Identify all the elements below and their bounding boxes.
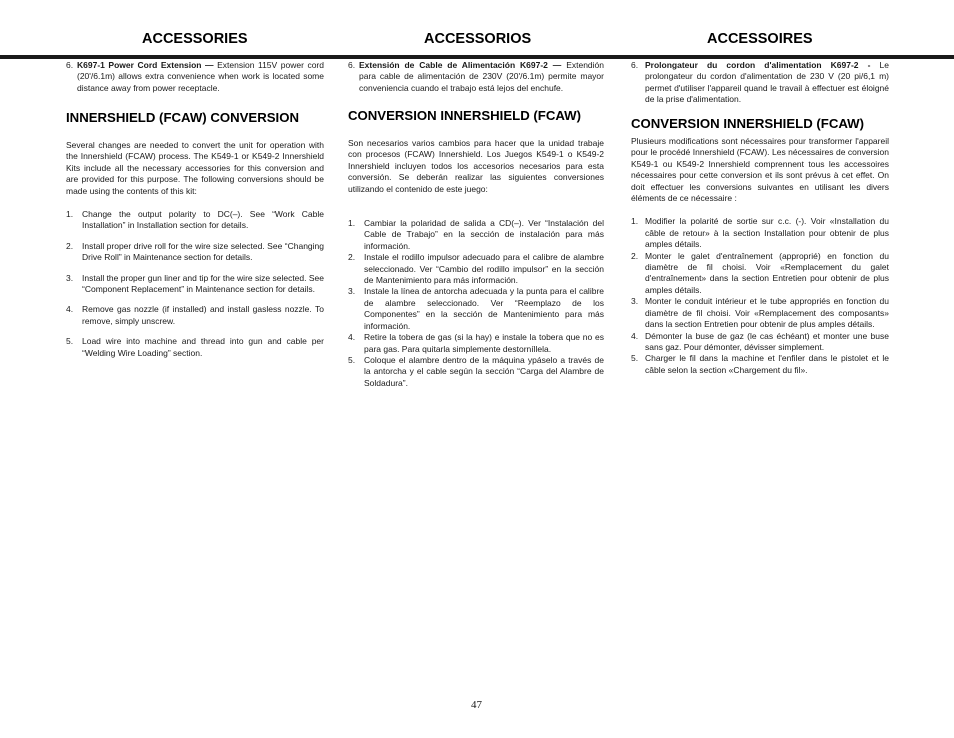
intro-paragraph: Son necesarios varios cambios para hacer que la unidad trabaje con procesos (FCAW) Innershield. Los Juegos K549-1 o K549-2 Innershield incluyen todos los accesorios necesarios para esta conversión. Se deberán realizar las siguientes conversiones utilizando el contenido de este juego:: [348, 138, 604, 194]
item-text: Extendión para cable de alimentación de 230V (20'/6.1m) permite mayor conveniencia cuando el trabajo está lejos del enchufe.: [359, 60, 604, 93]
column-french-body: [631, 136, 889, 376]
list-item: 1. Cambiar la polaridad de salida a CD(–). Ver “Instalación del Cable de Trabajo” en la sección de instalación para más información.: [348, 218, 604, 251]
list-item: 5. Coloque el alambre dentro de la máquina ypáselo a través de la antorcha y el cable según la sección “Carga del Alambre de Soldadura”.: [348, 354, 604, 388]
header-accessories-fr: ACCESSOIRES: [707, 31, 813, 47]
item-text: Le prolongateur du cordon d'alimentation de 230 V (20 pi/6,1 m) permet d'utiliser l'appareil quand le travail à effectuer est éloigné de la prise d'alimentation.: [645, 60, 889, 105]
section-title-es: CONVERSION INNERSHIELD (FCAW): [348, 108, 581, 123]
list-item: 3. Install the proper gun liner and tip for the wire size selected. See “Component Replacement” in Maintenance section for details.: [66, 272, 324, 295]
item-text: Extension 115V power cord (20'/6.1m) allows extra convenience when work is located some distance away from power receptacle.: [77, 60, 324, 93]
column-english: [66, 60, 324, 94]
item-number: 6.: [631, 60, 639, 70]
item-title: Prolongateur du cordon d'alimentation K697-2 -: [645, 60, 871, 70]
item-number: 6.: [348, 60, 356, 70]
item-6-power-cord: [66, 60, 324, 94]
header-divider: [0, 55, 954, 59]
column-spanish-body: [348, 138, 604, 389]
item-number: 6.: [66, 60, 74, 70]
list-item: 4. Retire la tobera de gas (si la hay) e instale la tobera que no es para gas. Para quitarla simplemente destorníllela.: [348, 332, 604, 354]
item-title: K697-1 Power Cord Extension —: [77, 60, 214, 70]
column-english-body: [66, 140, 324, 359]
intro-paragraph: Plusieurs modifications sont nécessaires pour transformer l'appareil pour le procédé Innershield (FCAW). Les nécessaires de conversion K549-1 ou K549-2 Innershield comprennent tous les accessoires nécessaires pour cette conversion et ils sont prévus à cet effet. On doit effectuer les conversions suivantes en utilisant les divers éléments de ce nécessaire :: [631, 136, 889, 204]
header-accessories-en: ACCESSORIES: [142, 31, 248, 47]
list-item: 3. Instale la línea de antorcha adecuada y la punta para el calibre de alambre seleccionado. Ver “Reemplazo de los Componentes” en la sección de Mantenimiento para más información.: [348, 286, 604, 331]
item-6-power-cord: [348, 60, 604, 94]
list-item: 5. Load wire into machine and thread into gun and cable per “Welding Wire Loading” section.: [66, 336, 324, 358]
section-title-fr: CONVERSION INNERSHIELD (FCAW): [631, 116, 864, 131]
header-accessories-es: ACCESSORIOS: [424, 31, 532, 47]
list-item: 4. Démonter la buse de gaz (le cas échéant) et monter une buse sans gaz. Pour démonter, dévisser simplement.: [631, 330, 889, 352]
list-item: 2. Monter le galet d'entraînement (approprié) en fonction du diamètre de fil choisi. Voir «Remplacement du galet d'entraînement» dans la section Entretien pour obtenir de plus amples détails.: [631, 250, 889, 295]
list-item: 1. Change the output polarity to DC(–). See “Work Cable Installation” in Installation section for details.: [66, 209, 324, 231]
intro-paragraph: Several changes are needed to convert the unit for operation with the Innershield (FCAW) process. The K549-1 or K549-2 Innershield Kits include all the necessary accessories for this conversion and are provided for this purpose. The following conversions should be made using the contents of this kit:: [66, 140, 324, 196]
list-item: 3. Monter le conduit intérieur et le tube appropriés en fonction du diamètre de fil choisi. Voir «Remplacement des composants» dans la section Entretien pour obtenir de plus amples détails.: [631, 296, 889, 330]
item-6-power-cord: [631, 60, 889, 106]
column-french: [631, 60, 889, 106]
list-item: 2. Instale el rodillo impulsor adecuado para el calibre de alambre seleccionado. Ver “Cambio del rodillo impulsor” en la sección de Mantenimiento para más información.: [348, 252, 604, 286]
list-item: 5. Charger le fil dans la machine et l'enfiler dans le pistolet et le câble selon la section «Chargement du fil».: [631, 353, 889, 375]
section-title-en: INNERSHIELD (FCAW) CONVERSION: [66, 110, 299, 125]
page-number: 47: [471, 699, 482, 711]
list-item: 2. Install proper drive roll for the wire size selected. See “Changing Drive Roll” in Maintenance section for details.: [66, 240, 324, 263]
item-title: Extensión de Cable de Alimentación K697-2 —: [359, 60, 562, 70]
column-spanish: [348, 60, 604, 94]
list-item: 1. Modifier la polarité de sortie sur c.c. (-). Voir «Installation du câble de retour» à la section Installation pour obtenir de plus amples détails.: [631, 216, 889, 250]
list-item: 4. Remove gas nozzle (if installed) and install gasless nozzle. To remove, simply unscrew.: [66, 304, 324, 326]
